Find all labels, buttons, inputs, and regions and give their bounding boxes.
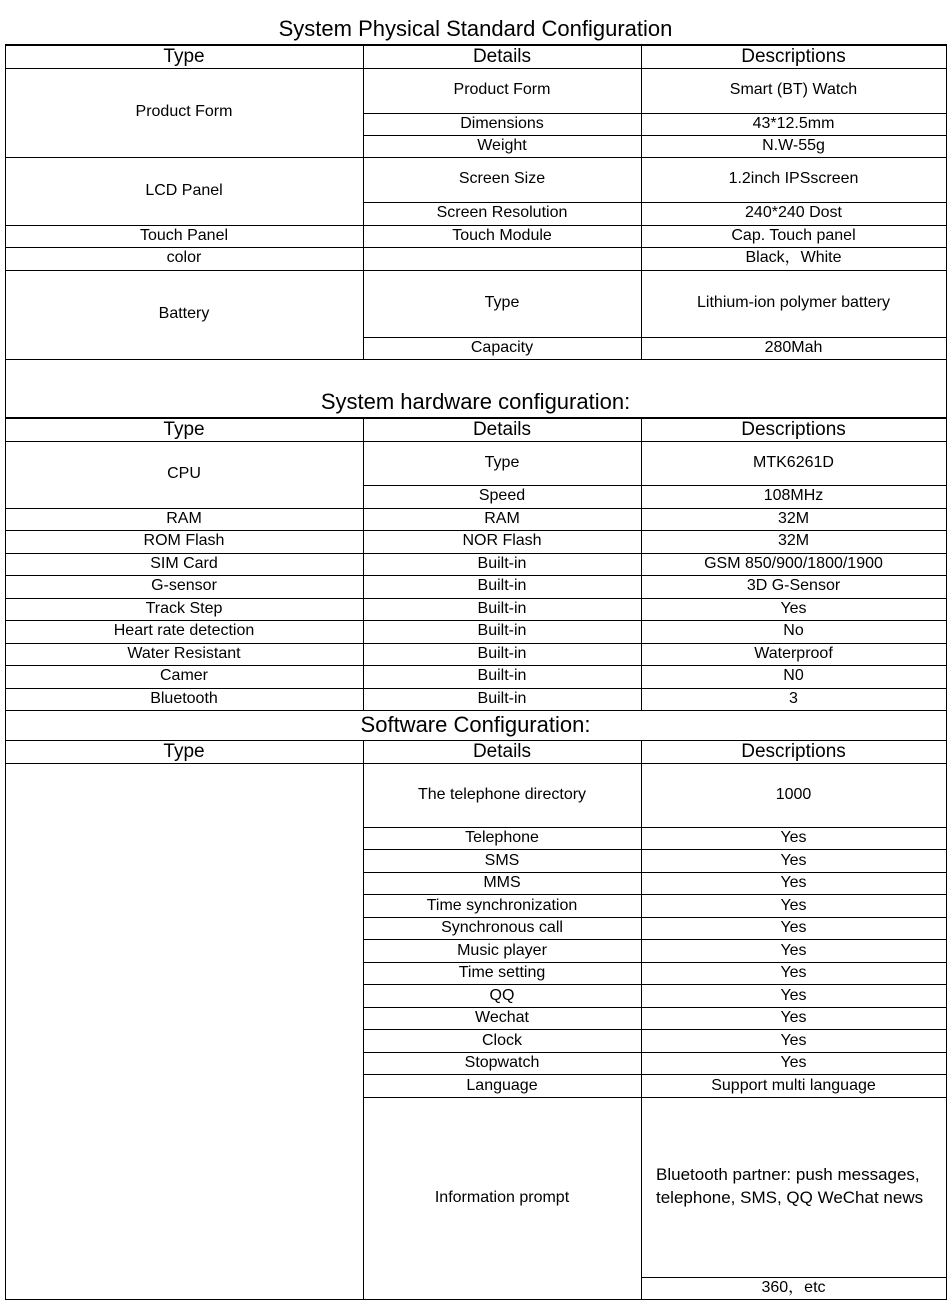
section-title: Software Configuration:: [360, 712, 591, 738]
row-detail: Time synchronization: [426, 896, 578, 914]
row-description: 280Mah: [764, 338, 823, 356]
row-detail: Built-in: [477, 554, 527, 572]
column-header-descriptions: Descriptions: [741, 418, 846, 440]
column-header-type: Type: [163, 418, 205, 440]
row-detail: Speed: [478, 487, 526, 505]
row-detail: Music player: [457, 941, 547, 959]
row-description: Yes: [780, 896, 807, 914]
row-detail: Touch Module: [452, 226, 552, 244]
row-description: 108MHz: [763, 487, 824, 505]
row-description: Yes: [780, 964, 807, 982]
row-description: 3: [789, 689, 798, 707]
row-type: LCD Panel: [145, 181, 223, 199]
column-header-type: Type: [163, 741, 205, 763]
section-title: System Physical Standard Configuration: [278, 16, 673, 42]
row-description: Bluetooth partner: push messages, telephone, SMS, QQ WeChat news: [656, 1165, 924, 1207]
row-detail: MMS: [483, 874, 521, 892]
row-detail: The telephone directory: [417, 786, 587, 804]
row-description: N.W-55g: [762, 136, 825, 154]
row-description: Yes: [780, 874, 807, 892]
row-detail: Weight: [477, 136, 527, 154]
row-description: MTK6261D: [753, 453, 834, 471]
row-type: ROM Flash: [143, 532, 225, 550]
row-detail: Built-in: [477, 644, 527, 662]
row-description: 1.2inch IPSscreen: [728, 170, 859, 188]
row-type: Track Step: [145, 599, 223, 617]
row-detail: Built-in: [477, 599, 527, 617]
row-detail: QQ: [489, 986, 515, 1004]
row-description: Lithium-ion polymer battery: [697, 294, 890, 312]
row-type: G-sensor: [151, 577, 217, 595]
row-description: Support multi language: [711, 1076, 876, 1094]
section-title: System hardware configuration:: [320, 389, 631, 415]
row-description: Yes: [780, 599, 807, 617]
row-detail: Built-in: [477, 689, 527, 707]
row-type: RAM: [166, 509, 202, 527]
row-detail: Wechat: [475, 1009, 529, 1027]
row-detail: Dimensions: [460, 114, 544, 132]
row-description: 3D G-Sensor: [746, 577, 841, 595]
row-detail: [363, 247, 641, 270]
row-detail: RAM: [484, 509, 520, 527]
row-description: Yes: [780, 851, 807, 869]
row-detail: Capacity: [470, 338, 534, 356]
row-description: Cap. Touch panel: [731, 226, 856, 244]
row-detail: Built-in: [477, 622, 527, 640]
row-type: Product Form: [135, 103, 233, 121]
row-description: Yes: [780, 1031, 807, 1049]
row-detail: Type: [484, 294, 520, 312]
row-description: 1000: [775, 786, 812, 804]
column-header-details: Details: [472, 741, 532, 763]
grid-line: [5, 359, 946, 360]
row-detail: Type: [484, 453, 520, 471]
row-description: 240*240 Dost: [745, 204, 842, 222]
row-detail: Synchronous call: [441, 919, 563, 937]
row-type: Camer: [159, 667, 208, 685]
row-description: 32M: [777, 532, 810, 550]
row-detail: Screen Resolution: [436, 204, 568, 222]
row-description: N0: [783, 667, 804, 685]
row-type: CPU: [167, 465, 201, 483]
row-description: Smart (BT) Watch: [729, 81, 858, 99]
row-description: 360，etc: [761, 1278, 826, 1296]
row-description: No: [783, 622, 804, 640]
row-detail: Clock: [481, 1031, 522, 1049]
row-detail: Language: [466, 1076, 538, 1094]
row-description: Yes: [780, 829, 807, 847]
column-header-details: Details: [472, 418, 532, 440]
column-header-descriptions: Descriptions: [741, 741, 846, 763]
row-description: 32M: [777, 509, 810, 527]
column-header-details: Details: [472, 45, 532, 67]
row-detail: Built-in: [477, 577, 527, 595]
row-detail: Telephone: [465, 829, 539, 847]
row-detail: Time setting: [458, 964, 546, 982]
row-description: Yes: [780, 941, 807, 959]
row-detail: SMS: [484, 851, 520, 869]
row-description: Black，White: [745, 249, 842, 267]
column-header-descriptions: Descriptions: [741, 45, 846, 67]
row-type: Heart rate detection: [113, 622, 255, 640]
row-detail: NOR Flash: [462, 532, 542, 550]
column-header-type: Type: [163, 45, 205, 67]
row-type: Battery: [158, 305, 210, 323]
row-type: SIM Card: [150, 554, 218, 572]
row-description: Yes: [780, 1009, 807, 1027]
row-detail: Product Form: [453, 81, 551, 99]
row-description: GSM 850/900/1800/1900: [704, 554, 883, 572]
row-description: 43*12.5mm: [752, 114, 835, 132]
row-type: Water Resistant: [127, 644, 241, 662]
row-description: Yes: [780, 919, 807, 937]
row-type: Touch Panel: [139, 226, 229, 244]
row-detail: Stopwatch: [464, 1054, 540, 1072]
row-detail: Screen Size: [458, 170, 546, 188]
row-description: Waterproof: [754, 644, 833, 662]
row-description: Yes: [780, 1054, 807, 1072]
row-type: Bluetooth: [150, 689, 218, 707]
row-detail: Information prompt: [434, 1188, 570, 1206]
row-type: color: [166, 249, 202, 267]
row-detail: Built-in: [477, 667, 527, 685]
row-description: Yes: [780, 986, 807, 1004]
